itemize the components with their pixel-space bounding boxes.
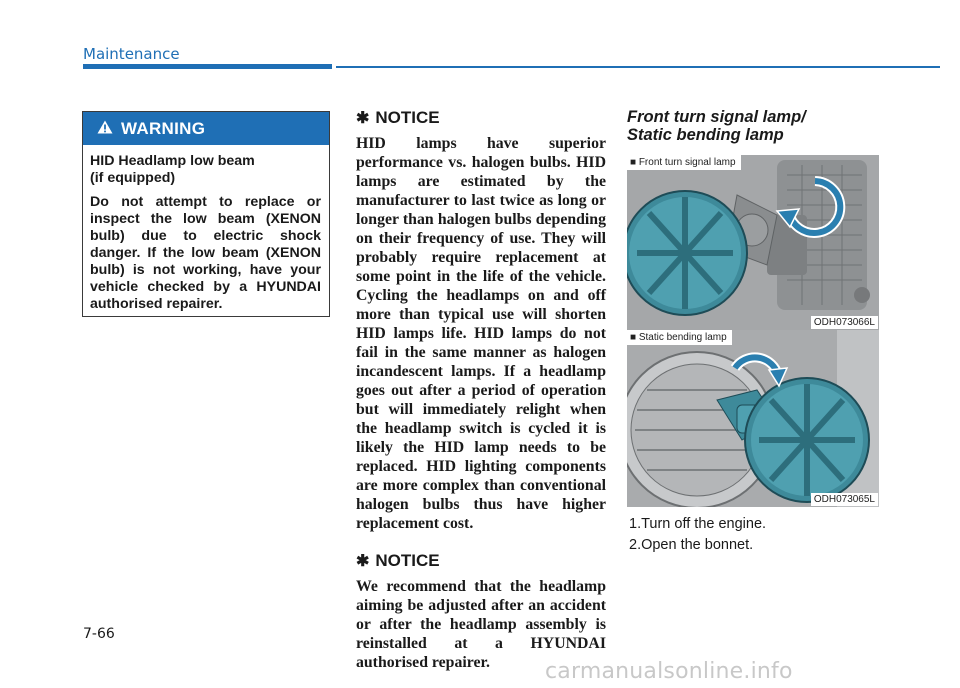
section-title: Maintenance bbox=[83, 45, 180, 63]
notice-title-2 bbox=[356, 551, 606, 571]
right-column bbox=[627, 108, 879, 144]
warning-header bbox=[83, 112, 329, 145]
lamp-cap-icon bbox=[627, 191, 747, 315]
warning-box bbox=[82, 111, 330, 317]
page-number: 7-66 bbox=[83, 626, 115, 642]
figure2-label: ■ Static bending lamp bbox=[627, 330, 732, 345]
watermark: carmanualsonline.info bbox=[545, 659, 793, 684]
warning-label: WARNING bbox=[121, 118, 206, 138]
notice-star-icon: ✱ bbox=[356, 110, 370, 127]
header-rule-thick bbox=[83, 64, 332, 69]
lamp-cap-icon bbox=[745, 378, 869, 502]
notice-title-1 bbox=[356, 108, 606, 128]
figure1-code: ODH073066L bbox=[811, 316, 878, 329]
notice-title-1-text: NOTICE bbox=[375, 108, 440, 127]
headlamp-illustration-2 bbox=[627, 330, 879, 507]
notice-star-icon: ✱ bbox=[356, 553, 370, 570]
notice-text-2: We recommend that the headlamp aiming be adjusted after an accident or after the headlamp assembly is reinstalled at a HYUNDAI authorised repairer. bbox=[356, 578, 606, 671]
notice-text-1: HID lamps have superior performance vs. halogen bulbs. HID lamps are estimated by the manufacturer to last twice as long or longer than halogen bulbs depending on their frequency of use. They will probably require replacement at some point in the life of the vehicle. Cycling the headlamps on and off more than typical use will shorten HID lamps life. HID lamps do not fail in the same manner as halogen incandescent lamps. If a headlamp goes out after a period of operation but will immediately relight when the headlamp switch is cycled it is likely the HID lamp needs to be replaced. HID lighting components are more complex than conventional halogen bulbs thus have higher replacement cost. bbox=[356, 135, 606, 532]
warning-heading-line1: HID Headlamp low beam bbox=[90, 153, 255, 169]
step-item: 1.Turn off the engine. bbox=[629, 516, 767, 532]
figure1-label: ■ Front turn signal lamp bbox=[627, 155, 741, 170]
steps-list bbox=[629, 514, 766, 556]
warning-body-text: Do not attempt to replace or inspect the low beam (XENON bulb) due to electric shock danger. If the low beam (XENON bulb) is not working, have your vehicle checked by a HYUNDAI authorised repairer. bbox=[90, 194, 321, 312]
right-title bbox=[627, 108, 879, 144]
step-item: 2.Open the bonnet. bbox=[629, 537, 754, 553]
headlamp-illustration-1 bbox=[627, 155, 879, 330]
warning-heading-line2: (if equipped) bbox=[90, 170, 176, 186]
header-rule-thin bbox=[336, 66, 940, 68]
notice-column bbox=[356, 108, 606, 672]
right-title-line1: Front turn signal lamp/ bbox=[627, 108, 806, 126]
figure2-code: ODH073065L bbox=[811, 493, 878, 506]
warning-triangle-icon bbox=[97, 119, 113, 139]
right-title-line2: Static bending lamp bbox=[627, 126, 784, 144]
notice-title-2-text: NOTICE bbox=[375, 551, 440, 570]
figure-static-bending bbox=[627, 330, 879, 507]
figure-front-turn-signal bbox=[627, 155, 879, 330]
